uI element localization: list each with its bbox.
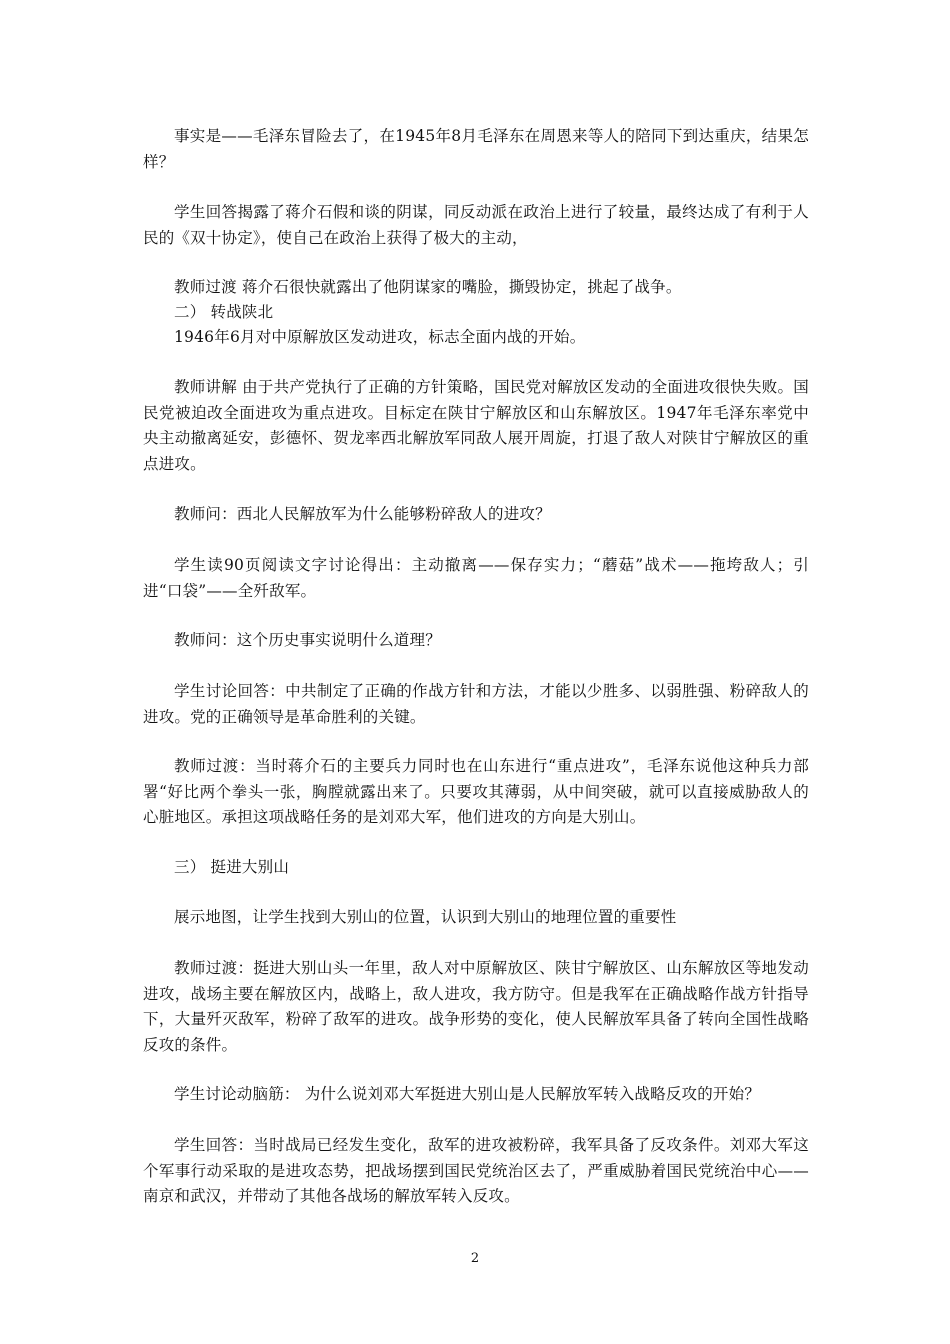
section-heading-shaanbei: 二） 转战陕北 — [174, 303, 274, 321]
paragraph-chongqing-result: 事实是——毛泽东冒险去了，在1945年8月毛泽东在周恩来等人的陪同下到达重庆，结果怎样？ — [143, 127, 809, 171]
paragraph-teacher-question-northwest: 教师问：西北人民解放军为什么能够粉碎敌人的进攻？ — [174, 505, 551, 523]
paragraph-student-discussion: 学生讨论回答：中共制定了正确的作战方针和方法，才能以少胜多、以弱胜强、粉碎敌人的进攻。党的正确领导是革命胜利的关键。 — [143, 682, 809, 726]
paragraph-student-reading: 学生读90页阅读文字讨论得出：主动撤离——保存实力；“蘑菇”战术——拖垮敌人；引进“口袋”——全歼敌军。 — [143, 556, 809, 600]
paragraph-teacher-transition-dabieshan: 教师过渡：挺进大别山头一年里，敌人对中原解放区、陕甘宁解放区、山东解放区等地发动进攻，战场主要在解放区内，战略上，敌人进攻，我方防守。但是我军在正确战略作战方针指导下，大量歼灭敌军，粉碎了敌军的进攻。战争形势的变化，使人民解放军具备了转向全国性战略反攻的条件。 — [143, 959, 809, 1054]
paragraph-student-answer-counteroffensive: 学生回答：当时战局已经发生变化，敌军的进攻被粉碎，我军具备了反攻条件。刘邓大军这个军事行动采取的是进攻态势，把战场摆到国民党统治区去了，严重威胁着国民党统治中心——南京和武汉，并带动了其他各战场的解放军转入反攻。 — [143, 1136, 809, 1205]
paragraph-teacher-question-lesson: 教师问：这个历史事实说明什么道理？ — [174, 631, 441, 649]
paragraph-civil-war-start: 1946年6月对中原解放区发动进攻，标志全面内战的开始。 — [174, 328, 586, 346]
paragraph-student-answer-double-ten: 学生回答揭露了蒋介石假和谈的阴谋，同反动派在政治上进行了较量，最终达成了有利于人民的《双十协定》，使自己在政治上获得了极大的主动， — [143, 203, 809, 247]
paragraph-student-brainstorm: 学生讨论动脑筋： 为什么说刘邓大军挺进大别山是人民解放军转入战略反攻的开始？ — [174, 1085, 761, 1103]
section-heading-dabieshan: 三） 挺进大别山 — [174, 858, 290, 876]
paragraph-teacher-explanation: 教师讲解 由于共产党执行了正确的方针策略，国民党对解放区发动的全面进攻很快失败。国民党被迫改全面进攻为重点进攻。目标定在陕甘宁解放区和山东解放区。1947年毛泽东率党中央主动撤离延安，彭德怀、贺龙率西北解放军同敌人展开周旋，打退了敌人对陕甘宁解放区的重点进攻。 — [143, 378, 809, 473]
paragraph-show-map: 展示地图，让学生找到大别山的位置，认识到大别山的地理位置的重要性 — [174, 908, 677, 926]
page-number: 2 — [470, 1251, 480, 1266]
paragraph-teacher-transition-shandong: 教师过渡：当时蒋介石的主要兵力同时也在山东进行“重点进攻”，毛泽东说他这种兵力部署“好比两个拳头一张，胸膛就露出来了。只要攻其薄弱，从中间突破，就可以直接威胁敌人的心脏地区。承担这项战略任务的是刘邓大军，他们进攻的方向是大别山。 — [143, 757, 809, 826]
paragraph-teacher-transition-war: 教师过渡 蒋介石很快就露出了他阴谋家的嘴脸，撕毁协定，挑起了战争。 — [174, 278, 682, 296]
